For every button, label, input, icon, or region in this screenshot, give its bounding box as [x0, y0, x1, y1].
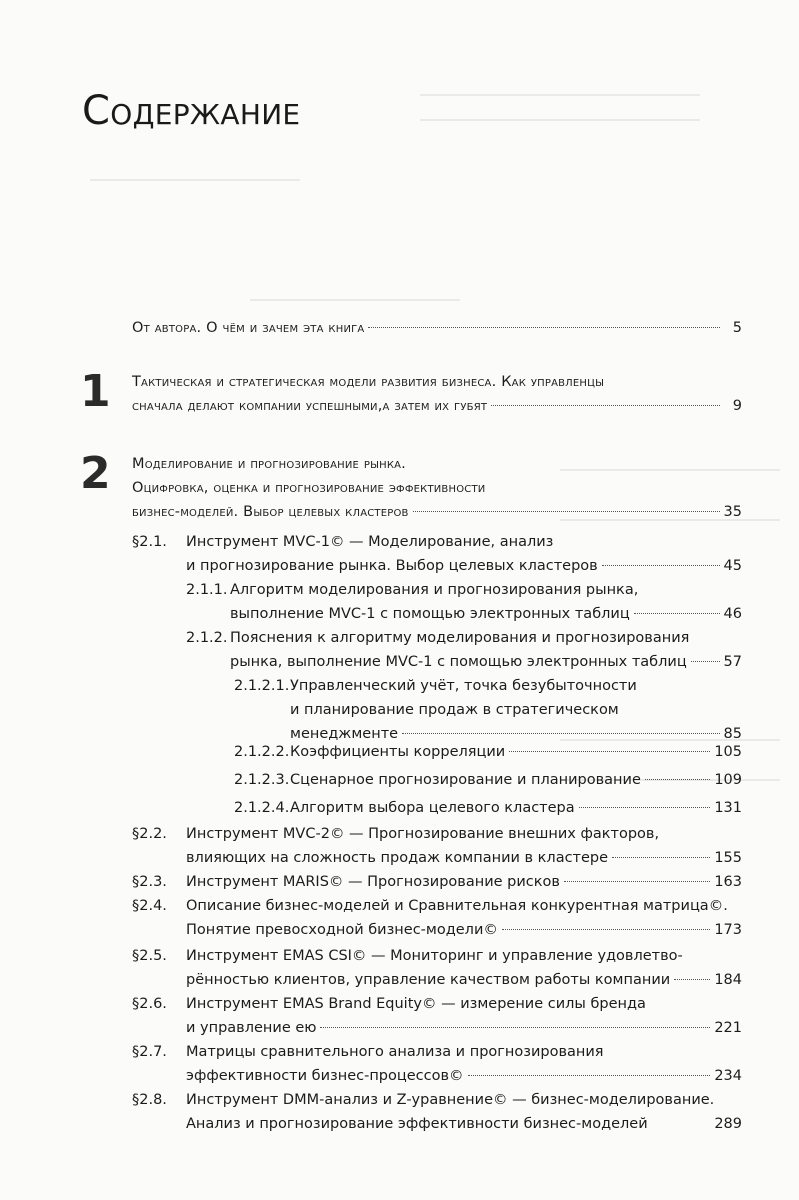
- entry-text: Алгоритм моделирования и прогнозирования рынка,: [230, 582, 639, 598]
- entry-text: и прогнозирование рынка. Выбор целевых кластеров: [186, 558, 598, 574]
- toc-entry-section[interactable]: [186, 944, 742, 992]
- entry-text: Анализ и прогнозирование эффективности бизнес-моделей: [186, 1116, 648, 1132]
- section-label: §2.1.: [132, 534, 167, 550]
- entry-text: бизнес-моделей. Выбор целевых кластеров: [132, 504, 409, 520]
- toc-entry-subsection[interactable]: [186, 626, 742, 674]
- dot-leader: [509, 751, 710, 752]
- dot-leader: [579, 807, 711, 808]
- dot-leader: [634, 613, 720, 614]
- toc-entry-section[interactable]: [186, 822, 742, 870]
- dot-leader: [368, 327, 720, 328]
- section-label: 2.1.2.2.: [234, 744, 290, 760]
- page-number: 131: [714, 800, 742, 816]
- entry-text: выполнение MVC-1 с помощью электронных таблиц: [230, 606, 630, 622]
- entry-text: Инструмент EMAS CSI© — Мониторинг и управление удовлетво-: [186, 948, 683, 964]
- dot-leader: [612, 857, 710, 858]
- page-number: 85: [723, 726, 742, 742]
- dot-leader: [645, 779, 710, 780]
- toc-entry-chapter-2[interactable]: [132, 452, 742, 524]
- page-number: 105: [714, 744, 742, 760]
- toc-entry-subsubsection[interactable]: [234, 674, 742, 746]
- chapter-number: 1: [80, 366, 111, 417]
- section-label: §2.7.: [132, 1044, 167, 1060]
- toc-entry-section[interactable]: [186, 530, 742, 578]
- entry-text: Описание бизнес-моделей и Сравнительная конкурентная матрица©.: [186, 898, 728, 914]
- entry-text: Матрицы сравнительного анализа и прогнозирования: [186, 1044, 604, 1060]
- dot-leader: [468, 1075, 711, 1076]
- toc-entry-subsubsection[interactable]: [234, 768, 742, 792]
- section-label: 2.1.2.3.: [234, 772, 290, 788]
- page-number: 221: [714, 1020, 742, 1036]
- toc-entry-subsubsection[interactable]: [234, 796, 742, 820]
- dot-leader: [491, 405, 720, 406]
- page-number: 289: [714, 1116, 742, 1132]
- toc-entry-section[interactable]: [186, 1088, 742, 1136]
- page-number: 9: [732, 398, 742, 414]
- dot-leader: [602, 565, 720, 566]
- entry-text: и управление ею: [186, 1020, 317, 1036]
- entry-text: влияющих на сложность продаж компании в кластере: [186, 850, 609, 866]
- section-label: §2.6.: [132, 996, 167, 1012]
- toc-entry-subsubsection[interactable]: [234, 740, 742, 764]
- section-label: §2.5.: [132, 948, 167, 964]
- entry-text: Инструмент DMM-анализ и Z-уравнение© — бизнес-моделирование.: [186, 1092, 715, 1108]
- entry-text: Алгоритм выбора целевого кластера: [290, 800, 575, 816]
- entry-text: рённостью клиентов, управление качеством работы компании: [186, 972, 671, 988]
- dot-leader: [674, 979, 710, 980]
- page-number: 35: [723, 504, 742, 520]
- section-label: §2.2.: [132, 826, 167, 842]
- chapter-number: 2: [80, 448, 111, 499]
- entry-text: Инструмент MVC-1© — Моделирование, анализ: [186, 534, 554, 550]
- entry-text: Инструмент MVC-2© — Прогнозирование внешних факторов,: [186, 826, 660, 842]
- dot-leader: [691, 661, 720, 662]
- entry-text: Оцифровка, оценка и прогнозирование эффективности: [132, 480, 486, 496]
- entry-text: Инструмент MARIS© — Прогнозирование рисков: [186, 874, 560, 890]
- page-number: 109: [714, 772, 742, 788]
- dot-leader: [413, 511, 720, 512]
- entry-text: Тактическая и стратегическая модели развития бизнеса. Как управленцы: [132, 374, 605, 390]
- entry-text: Сценарное прогнозирование и планирование: [290, 772, 641, 788]
- entry-text: Коэффициенты корреляции: [290, 744, 506, 760]
- page-number: 57: [723, 654, 742, 670]
- page-number: 5: [732, 320, 742, 336]
- page-number: 45: [723, 558, 742, 574]
- toc-entry-section[interactable]: [186, 870, 742, 894]
- dot-leader: [502, 929, 710, 930]
- section-label: §2.3.: [132, 874, 167, 890]
- section-label: §2.4.: [132, 898, 167, 914]
- toc-entry-intro[interactable]: [132, 316, 742, 340]
- toc-entry-section[interactable]: [186, 992, 742, 1040]
- dot-leader: [564, 881, 710, 882]
- page-number: 234: [714, 1068, 742, 1084]
- page-number: 46: [723, 606, 742, 622]
- section-label: 2.1.1.: [186, 582, 228, 598]
- entry-text: эффективности бизнес-процессов©: [186, 1068, 464, 1084]
- toc-entry-section[interactable]: [186, 894, 742, 942]
- entry-text: рынка, выполнение MVC-1 с помощью электронных таблиц: [230, 654, 687, 670]
- section-label: 2.1.2.1.: [234, 678, 290, 694]
- section-label: §2.8.: [132, 1092, 167, 1108]
- entry-text: Моделирование и прогнозирование рынка.: [132, 456, 406, 472]
- dot-leader: [320, 1027, 710, 1028]
- section-label: 2.1.2.: [186, 630, 228, 646]
- entry-text: Понятие превосходной бизнес-модели©: [186, 922, 498, 938]
- toc-entry-section[interactable]: [186, 1040, 742, 1088]
- entry-text: Пояснения к алгоритму моделирования и прогнозирования: [230, 630, 690, 646]
- entry-text: сначала делают компании успешными,а затем их губят: [132, 398, 488, 414]
- dot-leader: [652, 1123, 711, 1124]
- page-number: 173: [714, 922, 742, 938]
- entry-text: Инструмент EMAS Brand Equity© — измерение силы бренда: [186, 996, 646, 1012]
- dot-leader: [402, 733, 719, 734]
- page-number: 163: [714, 874, 742, 890]
- page-number: 184: [714, 972, 742, 988]
- page-title: Содержание: [82, 88, 301, 134]
- toc-entry-subsection[interactable]: [186, 578, 742, 626]
- entry-text: Управленческий учёт, точка безубыточности: [290, 678, 637, 694]
- entry-text: От автора. О чём и зачем эта книга: [132, 320, 365, 336]
- toc-entry-chapter-1[interactable]: [132, 370, 742, 418]
- entry-text: и планирование продаж в стратегическом: [290, 702, 619, 718]
- page-number: 155: [714, 850, 742, 866]
- section-label: 2.1.2.4.: [234, 800, 290, 816]
- entry-text: менеджменте: [290, 726, 399, 742]
